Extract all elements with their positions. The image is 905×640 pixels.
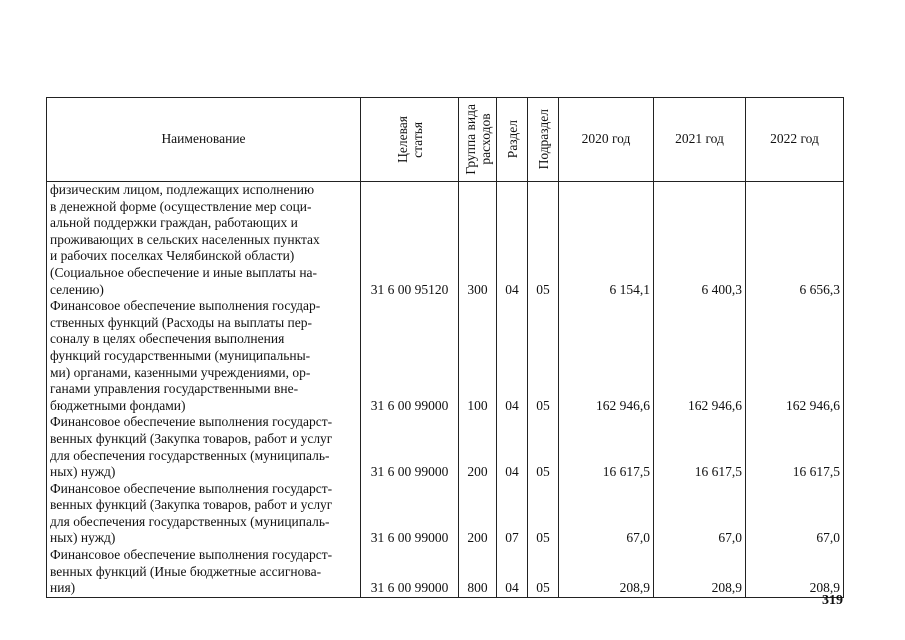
row-amount-2021: 162 946,6 bbox=[654, 298, 746, 414]
row-name bbox=[47, 298, 361, 414]
row-amount-2020: 67,0 bbox=[559, 481, 654, 547]
row-expense-group: 200 bbox=[459, 481, 497, 547]
row-name-line: Финансовое обеспечение выполнения государст- bbox=[50, 414, 333, 430]
row-amount-2020: 6 154,1 bbox=[559, 182, 654, 299]
row-amount-2021: 16 617,5 bbox=[654, 414, 746, 480]
header-name: Наименование bbox=[47, 98, 361, 182]
row-name bbox=[47, 547, 361, 597]
header-subsection: Подраздел bbox=[528, 98, 559, 182]
row-target-article: 31 6 00 95120 bbox=[361, 182, 459, 299]
row-name bbox=[47, 481, 361, 547]
row-section: 04 bbox=[497, 182, 528, 299]
header-target-article: Целевая статья bbox=[361, 98, 459, 182]
row-name-line: и рабочих поселках Челябинской области) bbox=[50, 248, 295, 264]
row-target-article: 31 6 00 99000 bbox=[361, 547, 459, 597]
row-name-line: венных функций (Закупка товаров, работ и услуг bbox=[50, 430, 333, 446]
header-year-2022: 2022 год bbox=[746, 98, 844, 182]
row-name-line: физическим лицом, подлежащих исполнению bbox=[50, 182, 315, 197]
row-target-article: 31 6 00 99000 bbox=[361, 481, 459, 547]
row-name-line: Финансовое обеспечение выполнения государст- bbox=[50, 480, 333, 496]
row-name-line: ганами управления государственными вне- bbox=[50, 381, 299, 397]
row-expense-group: 200 bbox=[459, 414, 497, 480]
row-target-article: 31 6 00 99000 bbox=[361, 298, 459, 414]
budget-table bbox=[46, 97, 844, 598]
header-section: Раздел bbox=[497, 98, 528, 182]
row-amount-2021: 208,9 bbox=[654, 547, 746, 597]
row-subsection: 05 bbox=[528, 182, 559, 299]
row-amount-2021: 67,0 bbox=[654, 481, 746, 547]
row-subsection: 05 bbox=[528, 414, 559, 480]
header-expense-group: Группа вида расходов bbox=[459, 98, 497, 182]
row-section: 04 bbox=[497, 298, 528, 414]
row-amount-2020: 162 946,6 bbox=[559, 298, 654, 414]
row-expense-group: 100 bbox=[459, 298, 497, 414]
row-name-line: венных функций (Закупка товаров, работ и услуг bbox=[50, 497, 333, 513]
row-name-line: бюджетными фондами) bbox=[50, 397, 186, 413]
row-name-line: альной поддержки граждан, работающих и bbox=[50, 215, 298, 231]
row-amount-2020: 208,9 bbox=[559, 547, 654, 597]
row-name-line: (Социальное обеспечение и иные выплаты на- bbox=[50, 264, 318, 280]
row-amount-2021: 6 400,3 bbox=[654, 182, 746, 299]
table-body bbox=[47, 182, 844, 598]
row-amount-2022: 67,0 bbox=[746, 481, 844, 547]
row-amount-2022: 6 656,3 bbox=[746, 182, 844, 299]
row-name-line: Финансовое обеспечение выполнения государ- bbox=[50, 298, 321, 314]
row-name-line: селению) bbox=[50, 281, 104, 297]
row-subsection: 05 bbox=[528, 547, 559, 597]
row-target-article: 31 6 00 99000 bbox=[361, 414, 459, 480]
table-row bbox=[47, 298, 844, 414]
table-header bbox=[47, 98, 844, 182]
row-name-line: функций государственными (муниципальны- bbox=[50, 347, 311, 363]
row-name-line: ных) нужд) bbox=[50, 464, 116, 480]
row-name bbox=[47, 182, 361, 299]
row-section: 07 bbox=[497, 481, 528, 547]
row-amount-2022: 208,9 bbox=[746, 547, 844, 597]
row-section: 04 bbox=[497, 414, 528, 480]
table-row bbox=[47, 182, 844, 299]
table-row bbox=[47, 481, 844, 547]
row-section: 04 bbox=[497, 547, 528, 597]
row-amount-2022: 162 946,6 bbox=[746, 298, 844, 414]
row-name-line: Финансовое обеспечение выполнения государст- bbox=[50, 547, 333, 563]
row-name-line: проживающих в сельских населенных пунктах bbox=[50, 231, 320, 247]
page-number: 319 bbox=[822, 593, 843, 608]
table-row bbox=[47, 547, 844, 597]
header-year-2021: 2021 год bbox=[654, 98, 746, 182]
row-name-line: для обеспечения государственных (муниципаль- bbox=[50, 513, 330, 529]
row-expense-group: 300 bbox=[459, 182, 497, 299]
header-year-2020: 2020 год bbox=[559, 98, 654, 182]
row-subsection: 05 bbox=[528, 481, 559, 547]
row-name-line: ных) нужд) bbox=[50, 530, 116, 546]
row-amount-2020: 16 617,5 bbox=[559, 414, 654, 480]
table-row bbox=[47, 414, 844, 480]
row-name bbox=[47, 414, 361, 480]
row-expense-group: 800 bbox=[459, 547, 497, 597]
row-name-line: ственных функций (Расходы на выплаты пер- bbox=[50, 314, 312, 330]
row-name-line: соналу в целях обеспечения выполнения bbox=[50, 331, 285, 347]
row-name-line: для обеспечения государственных (муниципаль- bbox=[50, 447, 330, 463]
row-name-line: в денежной форме (осуществление мер соци- bbox=[50, 198, 312, 214]
row-name-line: ми) органами, казенными учреждениями, ор- bbox=[50, 364, 311, 380]
row-subsection: 05 bbox=[528, 298, 559, 414]
row-name-line: венных функций (Иные бюджетные ассигнова- bbox=[50, 563, 322, 579]
row-amount-2022: 16 617,5 bbox=[746, 414, 844, 480]
row-name-line: ния) bbox=[50, 580, 76, 596]
